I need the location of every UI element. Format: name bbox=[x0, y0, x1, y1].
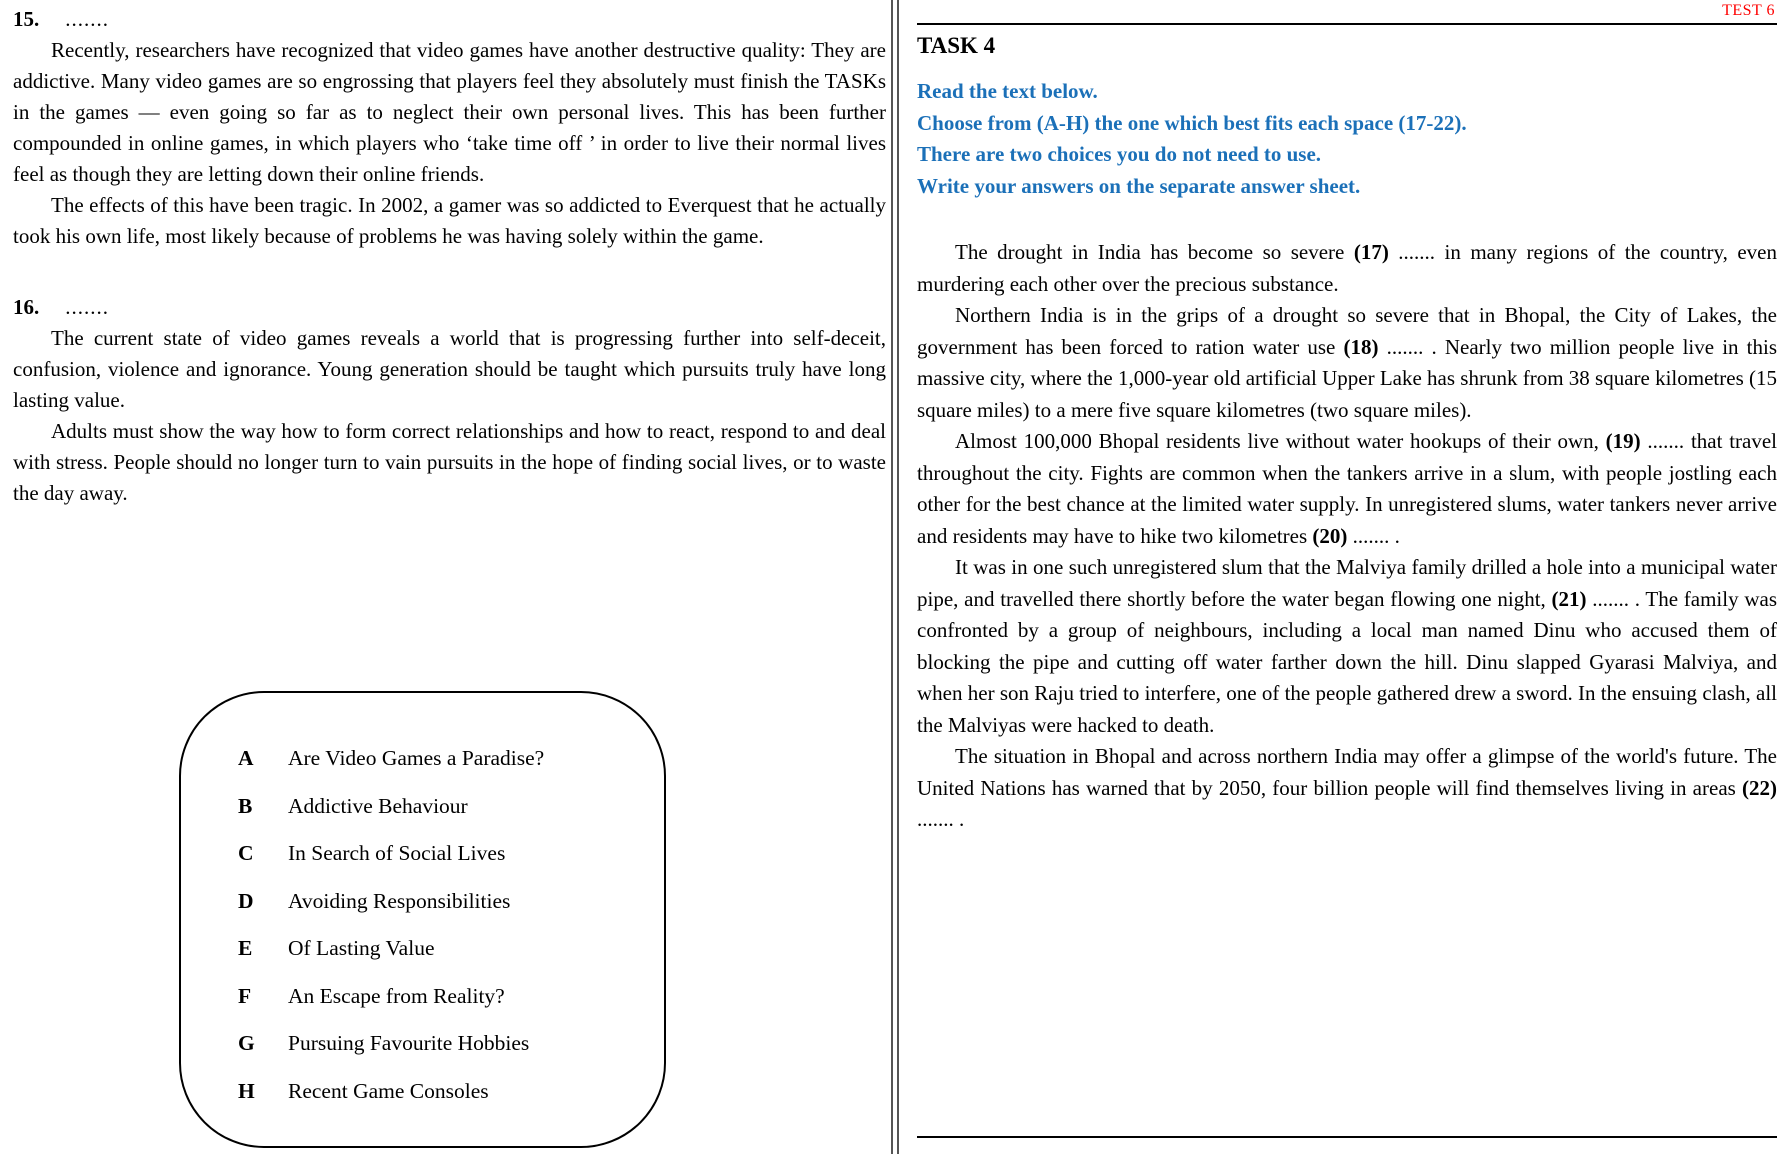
option-letter: D bbox=[238, 888, 254, 913]
question-15-gap-dots: ....... bbox=[65, 7, 109, 31]
reading-paragraph-4: It was in one such unregistered slum that the Malviya family drilled a hole into a municipal water pipe, and travelled there shortly before the water began flowing one night, (21) ....... . The family was confronted by a group of neighbours, including a local man named Dinu who accused them of blocking the pipe and cutting off water farther down the hill. Dinu slapped Gyarasi Malviya, and when her son Raju tried to interfere, one of the people gathered drew a sword. In the ensuing clash, all the Malviyas were hacked to death. bbox=[917, 555, 1777, 737]
option-label: Avoiding Responsibilities bbox=[288, 888, 511, 913]
option-label: Addictive Behaviour bbox=[288, 793, 468, 818]
reading-paragraph-2: Northern India is in the grips of a drought so severe that in Bhopal, the City of Lakes, the government has been forced to ration water use (18) ....... . Nearly two million people live in this massive city, where the 1,000-year old artificial Upper Lake has shrunk from 38 square kilometres (15 square miles) to a mere five square kilometres (two square miles). bbox=[917, 303, 1777, 422]
option-letter: B bbox=[238, 793, 253, 818]
option-letter: A bbox=[238, 746, 254, 770]
reading-text bbox=[917, 237, 1777, 836]
column-divider-line-left bbox=[891, 0, 893, 1154]
option-letter: C bbox=[238, 841, 254, 865]
question-16-paragraph-1: The current state of video games reveals a world that is progressing further into self-deceit, confusion, violence and ignorance. Young generation should be taught which pursuits truly have long lasting value. bbox=[13, 326, 886, 412]
option-row-a bbox=[181, 735, 664, 783]
option-label: Pursuing Favourite Hobbies bbox=[288, 1031, 530, 1055]
option-label: Recent Game Consoles bbox=[288, 1078, 489, 1103]
option-row-d bbox=[181, 878, 664, 926]
test-number-label: TEST 6 bbox=[1722, 2, 1775, 19]
option-letter: G bbox=[238, 1031, 255, 1055]
question-15-paragraph-1: Recently, researchers have recognized that video games have another destructive quality: They are addictive. Many video games are so engrossing that players feel they absolutely must finish the TASKs in the games — even going so far as to neglect their own personal lives. This has been further compounded in online games, in which players who ‘take time off ’ in order to live their normal lives feel as though they are letting down their online friends. bbox=[13, 38, 886, 186]
question-16-number: 16. bbox=[13, 295, 40, 319]
instruction-line-2: Choose from (A-H) the one which best fits each space (17-22). bbox=[917, 110, 1467, 135]
reading-paragraph-1: The drought in India has become so severe (17) ....... in many regions of the country, even murdering each other over the precious substance. bbox=[917, 240, 1777, 296]
reading-paragraph-5: The situation in Bhopal and across northern India may offer a glimpse of the world's future. The United Nations has warned that by 2050, four billion people will find themselves living in areas (22) ....... . bbox=[917, 744, 1777, 831]
question-16-heading bbox=[13, 292, 886, 323]
instruction-line-4: Write your answers on the separate answer sheet. bbox=[917, 173, 1361, 198]
option-label: An Escape from Reality? bbox=[288, 983, 505, 1008]
option-row-e bbox=[181, 925, 664, 973]
right-column bbox=[917, 0, 1777, 1154]
option-label: Are Video Games a Paradise? bbox=[288, 746, 545, 770]
task-title: TASK 4 bbox=[917, 33, 996, 58]
question-16-paragraph-2: Adults must show the way how to form correct relationships and how to react, respond to and deal with stress. People should no longer turn to vain pursuits in the hope of finding social lives, or to waste the day away. bbox=[13, 419, 886, 505]
option-letter: H bbox=[238, 1078, 255, 1103]
option-letter: F bbox=[238, 983, 252, 1008]
column-divider-line-right bbox=[897, 0, 899, 1154]
options-box bbox=[179, 691, 666, 1148]
instruction-line-3: There are two choices you do not need to use. bbox=[917, 142, 1322, 166]
question-15-heading bbox=[13, 4, 886, 35]
option-row-c bbox=[181, 830, 664, 878]
option-label: Of Lasting Value bbox=[288, 936, 435, 960]
option-row-f bbox=[181, 973, 664, 1021]
task-instructions bbox=[917, 76, 1777, 202]
option-label: In Search of Social Lives bbox=[288, 841, 506, 865]
option-row-h bbox=[181, 1068, 664, 1116]
question-15-paragraph-2: The effects of this have been tragic. In 2002, a gamer was so addicted to Everquest that he actually took his own life, most likely because of problems he was having solely within the game. bbox=[13, 193, 886, 248]
reading-paragraph-3: Almost 100,000 Bhopal residents live without water hookups of their own, (19) ....... that travel throughout the city. Fights are common when the tankers arrive in a slum, with people jostling each other for the best chance at the limited water supply. In unregistered slums, water tankers never arrive and residents may have to hike two kilometres (20) ....... . bbox=[917, 429, 1778, 548]
option-row-b bbox=[181, 783, 664, 831]
question-16-gap-dots: ....... bbox=[65, 295, 109, 319]
option-row-g bbox=[181, 1020, 664, 1068]
question-15-number: 15. bbox=[13, 7, 40, 31]
instruction-line-1: Read the text below. bbox=[917, 79, 1098, 103]
top-rule bbox=[917, 23, 1777, 25]
left-column bbox=[13, 4, 886, 509]
bottom-rule bbox=[917, 1136, 1777, 1138]
option-letter: E bbox=[238, 936, 253, 960]
